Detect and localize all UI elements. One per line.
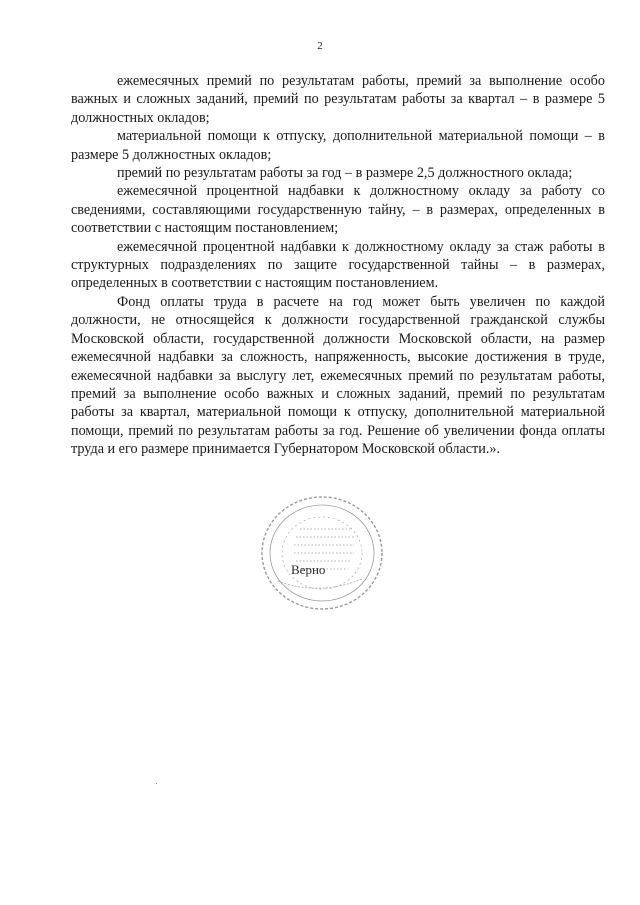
paragraph-payroll-fund: Фонд оплаты труда в расчете на год может быть увеличен по каждой должности, не относящейся к должности государственной гражданской службы Московской области, государственной должности Московской области, на размер ежемесячной надбавки за сложность, напряженность, высокие достижения в труде, ежемесячной надбавки за выслугу лет, ежемесячных премий по результатам работы, премий за выполнение особо важных и сложных заданий, премий по результатам работы за квартал, материальной помощи к отпуску, дополнительной материальной помощи, премий по результатам работы за год. Решение об увеличении фонда оплаты труда и его размере принимается Губернатором Московской области.». [71,293,605,458]
page-number: 2 [317,40,323,52]
paragraph-secrecy-allowance: ежемесячной процентной надбавки к должностному окладу за работу со сведениями, составляющими государственную тайну, – в размерах, определенных в соответствии с настоящим постановлением; [71,183,605,237]
document-body [71,72,605,459]
official-seal-stamp [258,493,386,613]
paragraph-service-allowance: ежемесячной процентной надбавки к должностному окладу за стаж работы в структурных подразделениях по защите государственной тайны – в размерах, определенных в соответствии с настоящим постановлением. [71,238,605,292]
paragraph-material-aid: материальной помощи к отпуску, дополнительной материальной помощи – в размере 5 должностных окладов; [71,128,605,163]
paragraph-annual-bonus: премий по результатам работы за год – в размере 2,5 должностного оклада; [117,165,573,182]
paragraph-monthly-bonuses: ежемесячных премий по результатам работы, премий за выполнение особо важных и сложных заданий, премий по результатам работы за квартал – в размере 5 должностных окладов; [71,73,605,126]
stamp-certification-label: Верно [291,562,326,577]
scan-artifact [156,783,157,784]
